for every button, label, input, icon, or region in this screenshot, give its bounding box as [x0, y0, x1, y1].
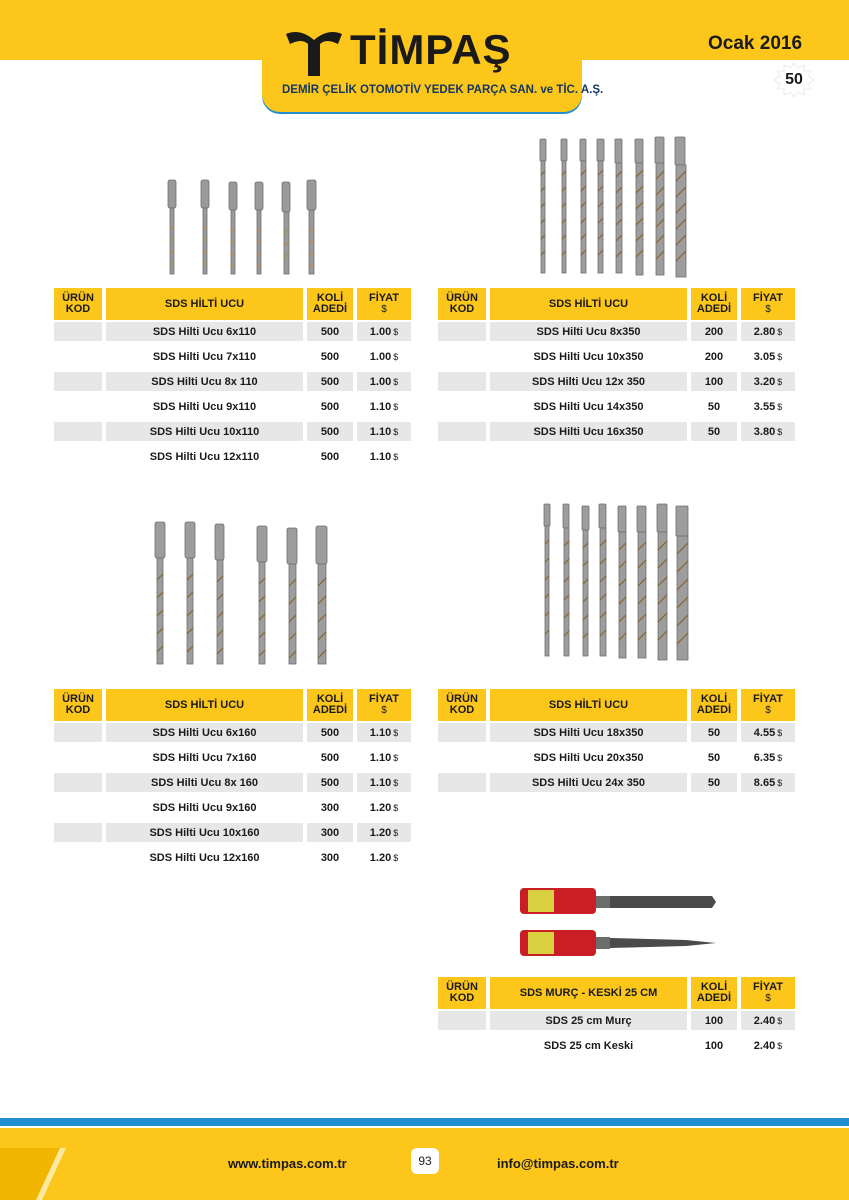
product-photo-chisels — [516, 884, 726, 964]
product-name: SDS Hilti Ucu 12x110 — [149, 450, 260, 463]
product-name: SDS Hilti Ucu 6x110 — [106, 322, 303, 341]
col-header-title: SDS HİLTİ UCU — [106, 689, 303, 721]
table-header — [438, 977, 798, 1009]
footer-page-number: 93 — [411, 1148, 439, 1174]
logo-mark-icon — [286, 30, 342, 76]
product-name: SDS Hilti Ucu 10x110 — [106, 422, 303, 441]
table-row — [438, 320, 798, 345]
table-row — [438, 395, 798, 420]
koli-count: 500 — [320, 400, 340, 413]
table-row — [54, 796, 414, 821]
price: 1.00 $ — [357, 372, 411, 391]
koli-count: 500 — [307, 773, 353, 792]
koli-count: 50 — [707, 751, 721, 764]
koli-count: 500 — [307, 723, 353, 742]
col-header-kod: ÜRÜN KOD — [54, 288, 102, 320]
col-header-kod: ÜRÜN KOD — [438, 689, 486, 721]
price: 1.10 $ — [369, 450, 399, 463]
price: 1.00 $ — [369, 350, 399, 363]
koli-count: 50 — [691, 723, 737, 742]
col-header-fiyat: FİYAT $ — [357, 689, 411, 721]
price: 8.65 $ — [741, 773, 795, 792]
table-header — [54, 689, 414, 721]
price: 3.80 $ — [741, 422, 795, 441]
product-name: SDS Hilti Ucu 7x110 — [152, 350, 257, 363]
table-row — [438, 345, 798, 370]
price: 1.20 $ — [357, 823, 411, 842]
product-name: SDS Hilti Ucu 9x110 — [152, 400, 257, 413]
koli-count: 50 — [691, 773, 737, 792]
table-row — [54, 320, 414, 345]
table-row — [54, 721, 414, 746]
price: 2.40 $ — [753, 1039, 783, 1052]
koli-count: 300 — [320, 851, 340, 864]
table-row — [438, 771, 798, 796]
koli-count: 50 — [691, 422, 737, 441]
product-name: SDS Hilti Ucu 18x350 — [490, 723, 687, 742]
col-header-fiyat: FİYAT $ — [741, 689, 795, 721]
table-row — [54, 771, 414, 796]
koli-count: 500 — [320, 450, 340, 463]
koli-count: 500 — [320, 751, 340, 764]
price-table-murc-keski — [438, 977, 798, 1059]
price: 2.80 $ — [741, 322, 795, 341]
product-name: SDS Hilti Ucu 8x 110 — [106, 372, 303, 391]
product-name: SDS Hilti Ucu 8x350 — [490, 322, 687, 341]
table-row — [54, 370, 414, 395]
price: 1.10 $ — [369, 751, 399, 764]
koli-count: 500 — [307, 322, 353, 341]
table-row — [438, 370, 798, 395]
product-name: SDS Hilti Ucu 12x 350 — [490, 372, 687, 391]
table-row — [54, 345, 414, 370]
price: 1.10 $ — [357, 773, 411, 792]
koli-count: 500 — [307, 422, 353, 441]
col-header-kod: ÜRÜN KOD — [438, 977, 486, 1009]
price-table-sds-350-a — [438, 288, 798, 445]
footer-blue-stripe — [0, 1118, 849, 1126]
koli-count: 100 — [691, 1011, 737, 1030]
catalog-date: Ocak 2016 — [708, 33, 803, 54]
footer-accent — [0, 1128, 120, 1200]
koli-count: 100 — [704, 1039, 724, 1052]
table-row — [54, 420, 414, 445]
product-name: SDS Hilti Ucu 24x 350 — [490, 773, 687, 792]
koli-count: 100 — [691, 372, 737, 391]
table-row — [438, 1034, 798, 1059]
brand-name: TİMPAŞ — [350, 26, 512, 73]
price-table-sds-350-b — [438, 689, 798, 796]
table-row — [54, 821, 414, 846]
table-header — [438, 288, 798, 320]
price: 1.20 $ — [369, 801, 399, 814]
col-header-koli: KOLİ ADEDİ — [691, 689, 737, 721]
price: 1.10 $ — [357, 422, 411, 441]
product-photo-drill-bits-350-b — [530, 500, 700, 665]
product-name: SDS Hilti Ucu 7x160 — [152, 751, 257, 764]
price: 6.35 $ — [753, 751, 783, 764]
product-name: SDS Hilti Ucu 8x 160 — [106, 773, 303, 792]
product-photo-drill-bits-350-a — [530, 135, 700, 280]
price: 1.10 $ — [369, 400, 399, 413]
col-header-koli: KOLİ ADEDİ — [307, 288, 353, 320]
footer-email-link[interactable]: info@timpas.com.tr — [497, 1156, 619, 1171]
table-row — [438, 420, 798, 445]
col-header-title: SDS MURÇ - KESKİ 25 CM — [490, 977, 687, 1009]
product-name: SDS Hilti Ucu 10x350 — [533, 350, 644, 363]
koli-count: 50 — [707, 400, 721, 413]
price-table-sds-160 — [54, 689, 414, 871]
koli-count: 200 — [691, 322, 737, 341]
table-row — [54, 395, 414, 420]
table-row — [54, 445, 414, 470]
product-name: SDS Hilti Ucu 12x160 — [149, 851, 260, 864]
col-header-koli: KOLİ ADEDİ — [691, 977, 737, 1009]
price: 1.00 $ — [357, 322, 411, 341]
price: 1.10 $ — [357, 723, 411, 742]
product-photo-drill-bits-110 — [158, 170, 328, 280]
col-header-title: SDS HİLTİ UCU — [106, 288, 303, 320]
col-header-kod: ÜRÜN KOD — [54, 689, 102, 721]
product-name: SDS Hilti Ucu 10x160 — [106, 823, 303, 842]
col-header-fiyat: FİYAT $ — [741, 288, 795, 320]
col-header-kod: ÜRÜN KOD — [438, 288, 486, 320]
koli-count: 500 — [320, 350, 340, 363]
table-row — [438, 746, 798, 771]
product-name: SDS Hilti Ucu 6x160 — [106, 723, 303, 742]
price: 3.20 $ — [741, 372, 795, 391]
table-row — [438, 721, 798, 746]
price: 3.05 $ — [753, 350, 783, 363]
col-header-title: SDS HİLTİ UCU — [490, 288, 687, 320]
table-row — [438, 1009, 798, 1034]
company-subtitle: DEMİR ÇELİK OTOMOTİV YEDEK PARÇA SAN. ve TİC. A.Ş. — [282, 84, 604, 96]
product-name: SDS 25 cm Murç — [490, 1011, 687, 1030]
col-header-title: SDS HİLTİ UCU — [490, 689, 687, 721]
col-header-koli: KOLİ ADEDİ — [691, 288, 737, 320]
koli-count: 300 — [307, 823, 353, 842]
table-row — [54, 746, 414, 771]
koli-count: 300 — [320, 801, 340, 814]
col-header-koli: KOLİ ADEDİ — [307, 689, 353, 721]
footer-website-link[interactable]: www.timpas.com.tr — [228, 1156, 347, 1171]
table-header — [54, 288, 414, 320]
product-name: SDS Hilti Ucu 9x160 — [152, 801, 257, 814]
price: 2.40 $ — [741, 1011, 795, 1030]
price: 3.55 $ — [753, 400, 783, 413]
product-name: SDS Hilti Ucu 16x350 — [490, 422, 687, 441]
product-name: SDS Hilti Ucu 20x350 — [533, 751, 644, 764]
price-table-sds-110 — [54, 288, 414, 470]
price: 4.55 $ — [741, 723, 795, 742]
product-name: SDS Hilti Ucu 14x350 — [533, 400, 644, 413]
product-photo-drill-bits-160 — [145, 518, 345, 668]
col-header-fiyat: FİYAT $ — [357, 288, 411, 320]
product-name: SDS 25 cm Keski — [543, 1039, 634, 1052]
koli-count: 500 — [307, 372, 353, 391]
table-header — [438, 689, 798, 721]
price: 1.20 $ — [369, 851, 399, 864]
col-header-fiyat: FİYAT $ — [741, 977, 795, 1009]
koli-count: 200 — [704, 350, 724, 363]
catalog-page-number: 50 — [785, 71, 803, 88]
table-row — [54, 846, 414, 871]
